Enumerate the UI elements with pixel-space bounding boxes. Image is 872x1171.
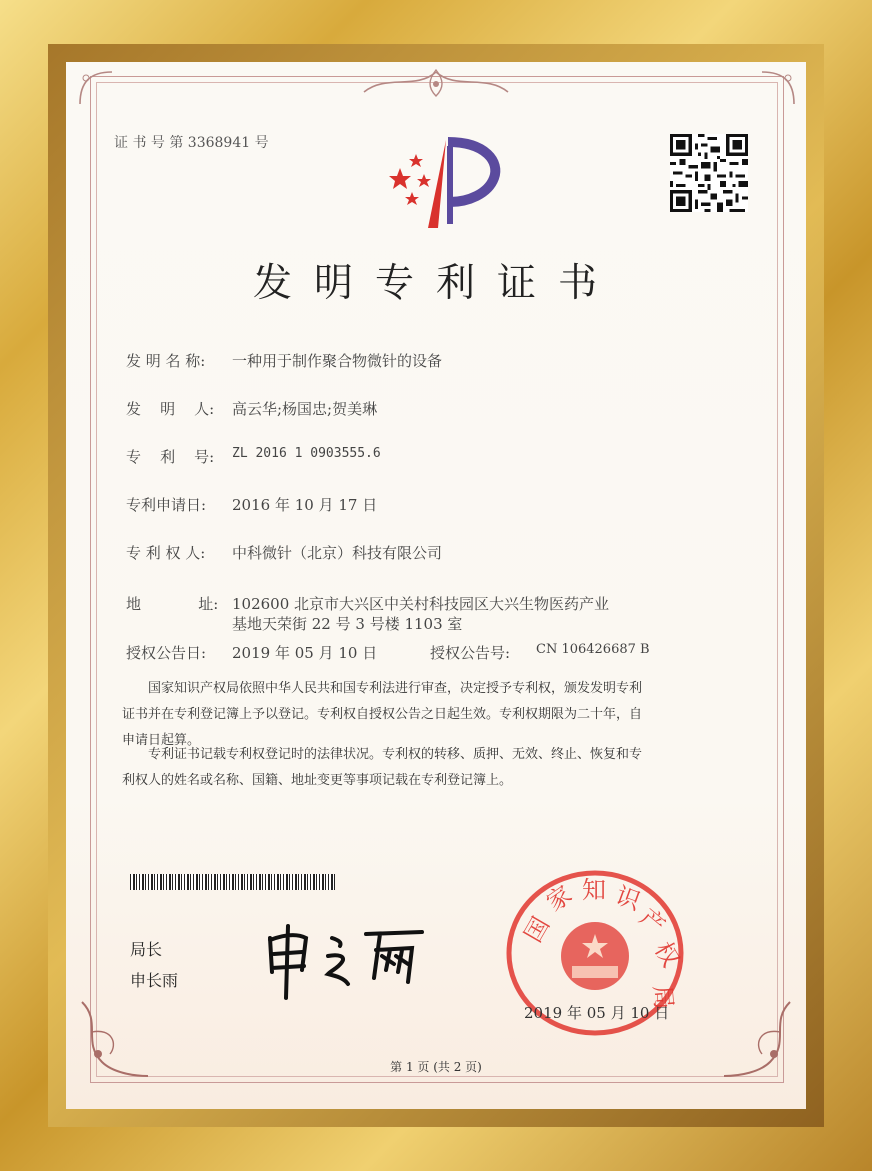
certificate-title: 发明专利证书 (252, 261, 619, 306)
patentee-label: 专 利 权 人: (126, 544, 206, 562)
legal-status-paragraph (122, 742, 742, 794)
paragraph-2-line-2: 利权人的姓名或名称、国籍、地址变更等事项记载在专利登记簿上。 (122, 773, 513, 788)
director-name: 申长雨 (130, 971, 179, 990)
certificate-paper (66, 62, 806, 1109)
seal-date: 2019 年 05 月 10 日 (524, 1004, 670, 1022)
svg-text:产: 产 (634, 903, 671, 941)
inventor-value: 高云华;杨国忠;贺美琳 (232, 400, 378, 418)
grant-date-value: 2019 年 05 月 10 日 (232, 644, 378, 662)
barcode-icon (130, 874, 335, 890)
paragraph-1-line-2: 证书并在专利登记簿上予以登记。专利权自授权公告之日起生效。专利权期限为二十年，自 (122, 707, 643, 722)
grant-number-label: 授权公告号: (430, 644, 511, 662)
invention-name-label: 发 明 名 称: (126, 352, 206, 370)
patent-number-value: ZL 2016 1 0903555.6 (232, 446, 381, 461)
paragraph-1-line-3: 申请日起算。 (122, 733, 201, 748)
inventor-label (126, 398, 214, 419)
svg-text:局: 局 (648, 984, 679, 1011)
invention-name-value: 一种用于制作聚合物微针的设备 (232, 352, 443, 370)
filing-date-value: 2016 年 10 月 17 日 (232, 496, 378, 514)
patent-number-label: 专 利 号: (126, 448, 215, 466)
address-line-1: 102600 北京市大兴区中关村科技园区大兴生物医药产业 (232, 595, 610, 613)
svg-text:权: 权 (648, 937, 686, 972)
filing-date-label: 专利申请日: (126, 496, 207, 514)
paragraph-2-line-1: 专利证书记载专利权登记时的法律状况。专利权的转移、质押、无效、终止、恢复和专 (148, 747, 643, 762)
svg-text:家: 家 (541, 880, 578, 917)
certificate-number: 证 书 号 第 3368941 号 (114, 135, 269, 151)
address-label: 地 址: (126, 595, 219, 613)
top-ornament-icon (356, 66, 516, 100)
grant-number-value: CN 106426687 B (536, 642, 650, 657)
paragraph-1-line-1: 国家知识产权局依照中华人民共和国专利法进行审查，决定授予专利权，颁发发明专利 (148, 681, 643, 696)
svg-text:识: 识 (611, 881, 645, 916)
director-signature-icon (262, 920, 432, 1000)
page-footer: 第 1 页 (共 2 页) (390, 1060, 482, 1074)
inventor-label-text: 发 明 人: (126, 400, 215, 418)
corner-ornament-icon (76, 68, 116, 108)
address-line-2: 基地天荣街 22 号 3 号楼 1103 室 (232, 615, 463, 633)
grant-date-label: 授权公告日: (126, 644, 207, 662)
patent-office-logo-icon (376, 132, 506, 232)
corner-ornament-icon (758, 68, 798, 108)
svg-text:知: 知 (582, 876, 606, 904)
patentee-value: 中科微针（北京）科技有限公司 (232, 544, 443, 562)
qr-code-icon (670, 134, 748, 212)
director-title: 局长 (130, 940, 163, 959)
svg-text:国: 国 (518, 912, 556, 947)
